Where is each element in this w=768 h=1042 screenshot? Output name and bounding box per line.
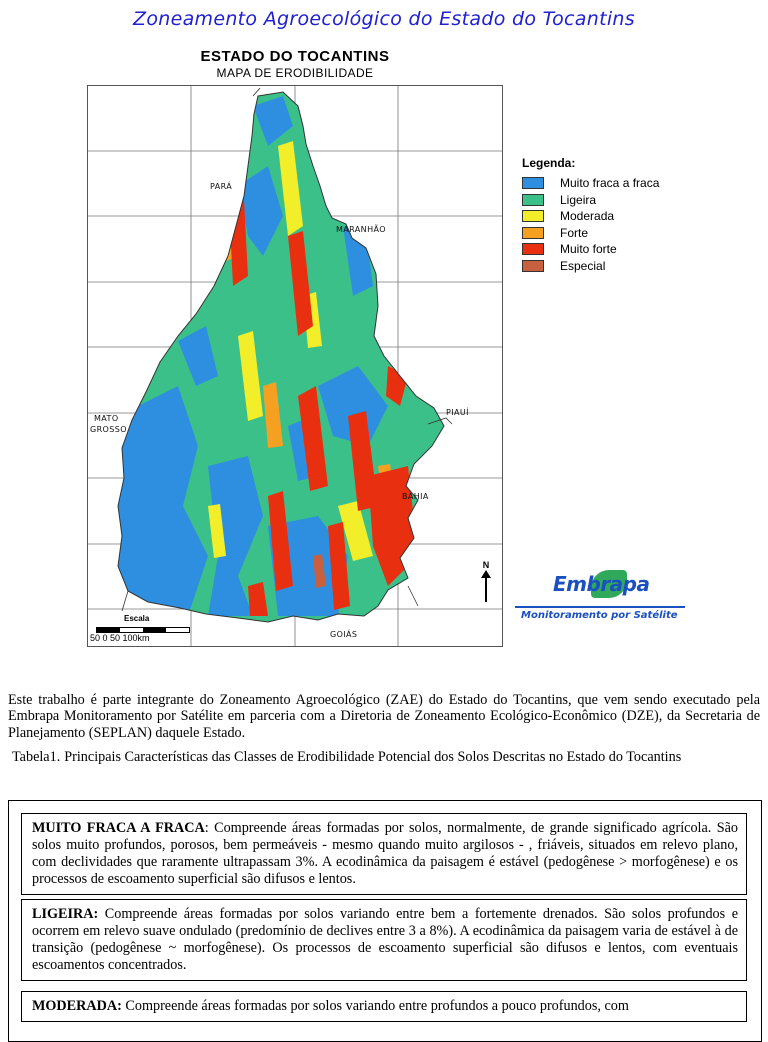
erodibility-map — [87, 85, 503, 647]
legend-swatch — [522, 243, 544, 255]
legend-label: Especial — [560, 258, 606, 273]
caption-text: Principais Características das Classes de Erodibilidade Potencial dos Solos Descritas no Estado do Tocantins — [64, 749, 682, 765]
map-scale — [90, 614, 210, 644]
label-piaui: PIAUÍ — [446, 408, 469, 417]
class-description: Compreende áreas formadas por solos variando entre bem a fortemente drenados. São solos profundos e ocorrem em relevo suave ondulado (predomínio de declives entre 3 a 8%). A ecodinâmica da paisagem varia de estável à de transição (pedogênese ~ morfogênese). Os processos de escoamento superficial são difusos e lentos, com eventuais escoamentos concentrados. — [32, 906, 739, 973]
state-territory — [88, 86, 502, 646]
classes-table — [8, 800, 762, 1042]
legend-label: Ligeira — [560, 192, 597, 207]
north-arrow-icon — [476, 560, 496, 608]
legend-item — [522, 241, 659, 258]
class-description: Compreende áreas formadas por solos variando entre profundos a pouco profundos, com — [125, 998, 629, 1014]
legend-swatch — [522, 227, 544, 239]
legend-swatch — [522, 260, 544, 272]
legend-swatch — [522, 210, 544, 222]
legend-item — [522, 225, 659, 242]
legend-item — [522, 175, 659, 192]
legend-item — [522, 258, 659, 275]
map-canvas — [88, 86, 502, 646]
class-description: Compreende áreas formadas por solos, normalmente, de grande significado agrícola. São solos muito profundos, porosos, bem permeáveis - mesmo quando muito argilosos - , friáveis, situados em relevo plano, com declividades que raramente ultrapassam 3%. A ecodinâmica da paisagem é estável (pedogênese > morfogênese) e os processos de escoamento superficial são difusos e lentos. — [32, 820, 738, 887]
label-maranhao: MARANHÃO — [336, 225, 386, 234]
scale-label: Escala — [124, 614, 150, 623]
legend-title: Legenda: — [522, 156, 576, 170]
class-box — [21, 991, 747, 1022]
table-caption — [12, 749, 760, 765]
legend-label: Forte — [560, 225, 589, 240]
legend-swatch — [522, 194, 544, 206]
map-legend — [522, 156, 659, 274]
label-goias: GOIÁS — [330, 630, 358, 639]
class-name: LIGEIRA: — [32, 906, 99, 922]
legend-label: Moderada — [560, 209, 615, 224]
legend-label: Muito forte — [560, 242, 617, 257]
page-title: Zoneamento Agroecológico do Estado do Tocantins — [133, 8, 635, 30]
legend-item — [522, 208, 659, 225]
class-box: MUITO FRACA A FRACA: Compreende áreas formadas por solos, normalmente, de grande significado agrícola. São solos muito profundos, porosos, bem permeáveis - mesmo quando muito argilosos - , friáveis, situados em relevo plano, com declividades que raramente ultrapassam 3%. A ecodinâmica da paisagem é estável (pedogênese > morfogênese) e os processos de escoamento superficial são difusos e lentos. — [21, 813, 747, 895]
legend-item — [522, 192, 659, 209]
logo-name: Embrapa — [553, 572, 650, 596]
class-name: MODERADA: — [32, 998, 122, 1014]
map-subtitle: MAPA DE ERODIBILIDADE — [216, 66, 374, 80]
map-title: ESTADO DO TOCANTINS — [200, 48, 390, 65]
label-mato-grosso-1: MATO — [94, 414, 119, 423]
caption-number: Tabela1. — [12, 749, 61, 765]
logo-subtitle: Monitoramento por Satélite — [521, 610, 678, 621]
scale-ticks: 50 0 50 100km — [90, 633, 150, 643]
label-mato-grosso-2: GROSSO — [90, 425, 127, 434]
label-para: PARÁ — [210, 182, 233, 191]
embrapa-logo — [515, 570, 685, 626]
class-box — [21, 899, 747, 981]
legend-swatch — [522, 177, 544, 189]
intro-paragraph: Este trabalho é parte integrante do Zoneamento Agroecológico (ZAE) do Estado do Tocantins, que vem sendo executado pela Embrapa Monitoramento por Satélite em parceria com a Diretoria de Zoneamento Ecológico-Econômico (DZE), da Secretaria de Planejamento (SEPLAN) daquele Estado. — [8, 692, 760, 741]
label-bahia: BAHIA — [402, 492, 429, 501]
north-label: N — [482, 560, 490, 570]
class-name: MUITO FRACA A FRACA — [32, 820, 205, 836]
legend-label: Muito fraca a fraca — [560, 176, 660, 191]
